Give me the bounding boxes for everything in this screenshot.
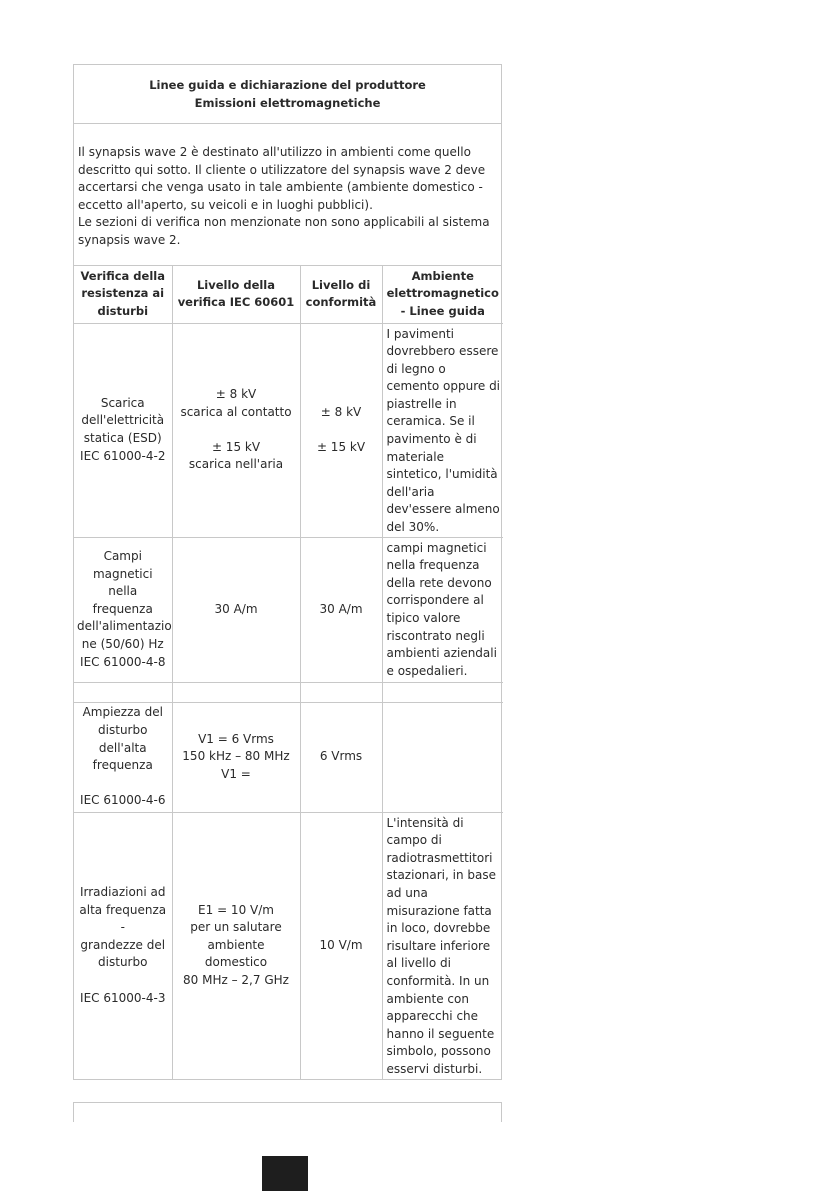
- level-cell: [172, 537, 300, 682]
- level-cell: [172, 812, 300, 1078]
- cell-line: scarica nell'aria: [188, 457, 284, 472]
- empty-cell: [382, 682, 503, 702]
- level-cell: [172, 323, 300, 537]
- cell-line: IEC 61000-4-3: [80, 990, 166, 1005]
- table-blank-row: [74, 682, 503, 702]
- page-number-tab: [262, 1156, 308, 1191]
- cell-line: IEC 61000-4-8: [80, 654, 166, 669]
- cell-line: [176, 421, 297, 439]
- cell-line: dell'alimentazio: [77, 619, 172, 634]
- cell-line: IEC 61000-4-2: [80, 448, 166, 463]
- cell-line: Ampiezza del: [82, 705, 163, 720]
- header-level: Livello della verifica IEC 60601: [172, 266, 300, 323]
- next-table-frame: [73, 1102, 502, 1122]
- intro-text: [74, 124, 501, 266]
- cell-line: 10 V/m: [319, 937, 363, 952]
- cell-line: 150 kHz – 80 MHz: [182, 749, 290, 764]
- empty-cell: [172, 682, 300, 702]
- cell-line: Scarica: [100, 395, 145, 410]
- immunity-table: [74, 266, 503, 1079]
- cell-line: IEC 61000-4-6: [80, 793, 166, 808]
- test-cell: [74, 702, 172, 812]
- cell-line: disturbo: [98, 722, 148, 737]
- cell-line: Campi: [103, 549, 142, 564]
- cell-line: [77, 775, 169, 793]
- cell-line: [77, 972, 169, 990]
- header-test: Verifica della resistenza ai disturbi: [74, 266, 172, 323]
- cell-line: dell'alta: [98, 740, 147, 755]
- test-cell: [74, 323, 172, 537]
- empty-cell: [74, 682, 172, 702]
- test-cell: [74, 537, 172, 682]
- cell-line: dell'elettricità: [81, 413, 165, 428]
- cell-line: ± 8 kV: [215, 387, 257, 402]
- cell-line: V1 = 6 Vrms: [198, 731, 274, 746]
- table-row: [74, 323, 503, 537]
- guidance-cell: [382, 702, 503, 812]
- cell-line: disturbo: [98, 955, 148, 970]
- table-header-row: [74, 266, 503, 323]
- cell-line: E1 = 10 V/m: [198, 902, 274, 917]
- cell-line: statica (ESD): [83, 431, 162, 446]
- compliance-cell: [300, 702, 382, 812]
- header-compliance: Livello di conformità: [300, 266, 382, 323]
- cell-line: 80 MHz – 2,7 GHz: [183, 972, 289, 987]
- intro-paragraph-1: Il synapsis wave 2 è destinato all'utilizzo in ambienti come quello descritto qui sotto. Il cliente o utilizzatore del synapsis wave 2 deve accertarsi che venga usato in tale ambiente (ambiente domestico - eccetto all'aperto, su veicoli e in luoghi pubblici).: [78, 145, 486, 212]
- table-row: [74, 812, 503, 1078]
- compliance-cell: [300, 812, 382, 1078]
- cell-line: alta frequenza -: [79, 902, 167, 935]
- cell-line: frequenza: [92, 601, 153, 616]
- cell-line: 6 Vrms: [319, 749, 363, 764]
- cell-line: magnetici nella: [92, 566, 153, 599]
- empty-cell: [300, 682, 382, 702]
- table-row: [74, 537, 503, 682]
- cell-line: per un salutare: [190, 920, 282, 935]
- cell-line: [304, 421, 379, 439]
- title-line-2: Emissioni elettromagnetiche: [194, 96, 381, 110]
- cell-line: ambiente domestico: [204, 937, 268, 970]
- cell-line: ne (50/60) Hz: [81, 637, 164, 652]
- cell-line: ± 15 kV: [211, 439, 261, 454]
- compliance-cell: [300, 537, 382, 682]
- cell-line: 30 A/m: [214, 601, 258, 616]
- test-cell: [74, 812, 172, 1078]
- cell-line: ± 8 kV: [320, 404, 362, 419]
- table-title: [74, 65, 501, 124]
- cell-line: frequenza: [92, 758, 153, 773]
- header-guidance: Ambiente elettromagnetico - Linee guida: [382, 266, 503, 323]
- guidance-cell: I pavimenti dovrebbero essere di legno o cemento oppure di piastrelle in ceramica. Se il pavimento è di materiale sintetico, l'umidità dell'aria dev'essere almeno del 30%.: [382, 323, 503, 537]
- guidance-cell: L'intensità di campo di radiotrasmettitori stazionari, in base ad una misurazione fatta in loco, dovrebbe risultare inferiore al livello di conformità. In un ambiente con apparecchi che hanno il seguente simbolo, possono esservi disturbi.: [382, 812, 503, 1078]
- cell-line: V1 =: [221, 766, 251, 781]
- title-line-1: Linee guida e dichiarazione del produttore: [149, 78, 426, 92]
- cell-line: ± 15 kV: [316, 439, 366, 454]
- guidance-cell: campi magnetici nella frequenza della rete devono corrispondere al tipico valore riscontrato negli ambienti aziendali e ospedalieri.: [382, 537, 503, 682]
- cell-line: grandezze del: [80, 937, 166, 952]
- compliance-cell: [300, 323, 382, 537]
- intro-paragraph-2: Le sezioni di verifica non menzionate non sono applicabili al sistema synapsis wave 2.: [78, 215, 490, 247]
- cell-line: 30 A/m: [319, 601, 363, 616]
- level-cell: [172, 702, 300, 812]
- cell-line: scarica al contatto: [180, 404, 292, 419]
- cell-line: Irradiazioni ad: [79, 885, 166, 899]
- emissions-declaration-table: [73, 64, 502, 1080]
- table-row: [74, 702, 503, 812]
